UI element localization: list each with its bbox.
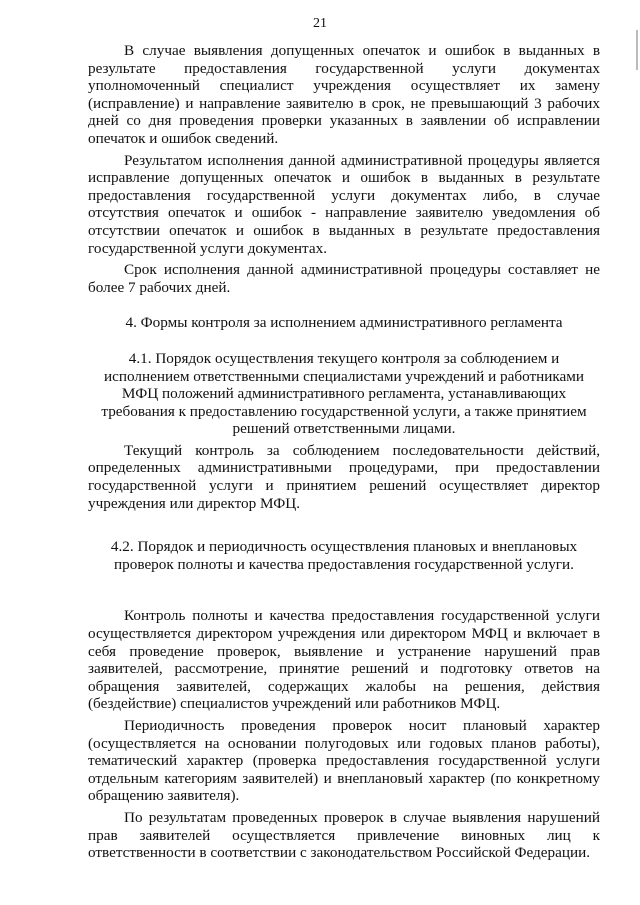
paragraph-quality-control: Контроль полноты и качества предоставления государственной услуги осуществляется директором учреждения или директором МФЦ и включает в себя проведение проверок, выявление и устранение нарушений прав заявителей, рассмотрение, принятие решений и подготовку ответов на обращения заявителей, содержащих жалобы на решения, действия (бездействие) специалистов учреждений или работников МФЦ. bbox=[88, 607, 600, 713]
subsection-heading-4-2: 4.2. Порядок и периодичность осуществления плановых и внеплановых проверок полноты и качества предоставления государственной услуги. bbox=[110, 538, 578, 573]
paragraph-inspection-periodicity: Периодичность проведения проверок носит плановый характер (осуществляется на основании полугодовых или годовых планов работы), тематический характер (проверка предоставления государственной услуги отдельным категориям заявителей) и внеплановый характер (по конкретному обращению заявителя). bbox=[88, 717, 600, 805]
subsection-heading-4-1: 4.1. Порядок осуществления текущего контроля за соблюдением и исполнением ответственными специалистами учреждений и работниками МФЦ положений административного регламента, устанавливающих требования к предоставлению государственной услуги, а также принятием решений ответственными лицами. bbox=[101, 349, 587, 438]
section-heading-4: 4. Формы контроля за исполнением административного регламента bbox=[125, 314, 563, 332]
scan-edge-mark bbox=[636, 30, 638, 70]
paragraph-typo-correction: В случае выявления допущенных опечаток и ошибок в выданных в результате предоставления государственной услуги документах уполномоченный специалист учреждения осуществляет их замену (исправление) и направление заявителю в срок, не превышающий 3 рабочих дней со дня проведения проверки указанных в заявлении об исправлении опечаток и ошибок сведений. bbox=[88, 42, 600, 147]
paragraph-inspection-results: По результатам проведенных проверок в случае выявления нарушений прав заявителей осуществляется привлечение виновных лиц к ответственности в соответствии с законодательством Российской Федерации. bbox=[88, 808, 600, 862]
paragraph-procedure-result: Результатом исполнения данной административной процедуры является исправление допущенных опечаток и ошибок в выданных в результате предоставления государственной услуги документах либо, в случае отсутствия опечаток и ошибок - направление заявителю уведомления об отсутствии опечаток и ошибок в выданных в результате предоставления государственной услуги документах. bbox=[88, 151, 600, 257]
page-number: 21 bbox=[313, 16, 327, 31]
paragraph-procedure-term: Срок исполнения данной административной процедуры составляет не более 7 рабочих дней. bbox=[88, 261, 600, 296]
document-body bbox=[88, 42, 600, 862]
paragraph-current-control: Текущий контроль за соблюдением последовательности действий, определенных административными процедурами, при предоставлении государственной услуги и принятием решений осуществляет директор учреждения или директор МФЦ. bbox=[88, 441, 600, 512]
